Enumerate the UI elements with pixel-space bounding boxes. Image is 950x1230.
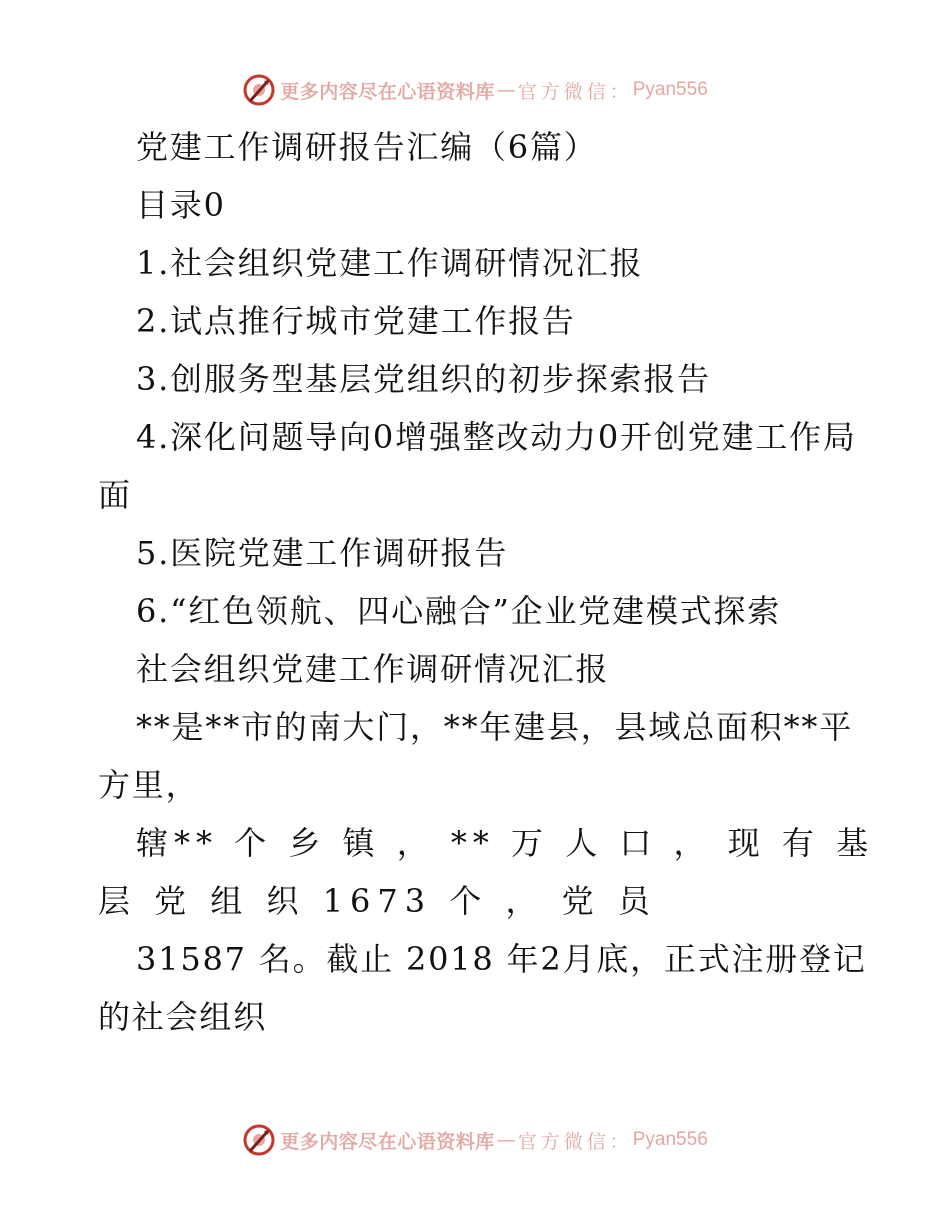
banner-wechat-label: 官方微信： xyxy=(517,80,633,103)
banner-text: 更多内容尽在心语资料库 xyxy=(280,80,495,103)
header-banner xyxy=(0,70,950,110)
banner-text: 更多内容尽在心语资料库 xyxy=(280,1130,495,1153)
banner-wechat-label: 官方微信： xyxy=(517,1130,633,1153)
body-line: 层 党 组 织 1673 个 ， 党 员 xyxy=(98,882,657,920)
brand-logo-icon xyxy=(242,73,276,107)
footer-banner xyxy=(0,1120,950,1160)
toc-heading: 目录0 xyxy=(136,186,226,224)
banner-wechat-id: Pyan556 xyxy=(632,1129,708,1150)
toc-item: 3.创服务型基层党组织的初步探索报告 xyxy=(136,360,711,398)
document-title: 党建工作调研报告汇编（6篇） xyxy=(136,128,598,166)
banner-separator: — xyxy=(496,1129,516,1151)
body-line: 辖** 个 乡 镇 ， ** 万 人 口 ， 现 有 基 xyxy=(136,824,875,862)
toc-item: 2.试点推行城市党建工作报告 xyxy=(136,302,576,340)
section-title: 社会组织党建工作调研情况汇报 xyxy=(136,650,610,688)
toc-item: 1.社会组织党建工作调研情况汇报 xyxy=(136,244,644,282)
body-line: 的社会组织 xyxy=(98,998,268,1036)
toc-item: 5.医院党建工作调研报告 xyxy=(136,534,509,572)
brand-logo-icon xyxy=(242,1123,276,1157)
toc-item: 4.深化问题导向0增强整改动力0开创党建工作局 xyxy=(136,418,857,456)
body-line: **是**市的南大门，**年建县，县域总面积**平 xyxy=(136,708,854,746)
banner-wechat-id: Pyan556 xyxy=(632,79,708,100)
body-line: 31587 名。截止 2018 年2月底，正式注册登记 xyxy=(136,940,867,978)
banner-separator: — xyxy=(496,79,516,101)
toc-item-continuation: 面 xyxy=(98,476,132,514)
body-line: 方里， xyxy=(98,766,200,804)
toc-item: 6.“红色领航、四心融合”企业党建模式探索 xyxy=(136,592,782,630)
